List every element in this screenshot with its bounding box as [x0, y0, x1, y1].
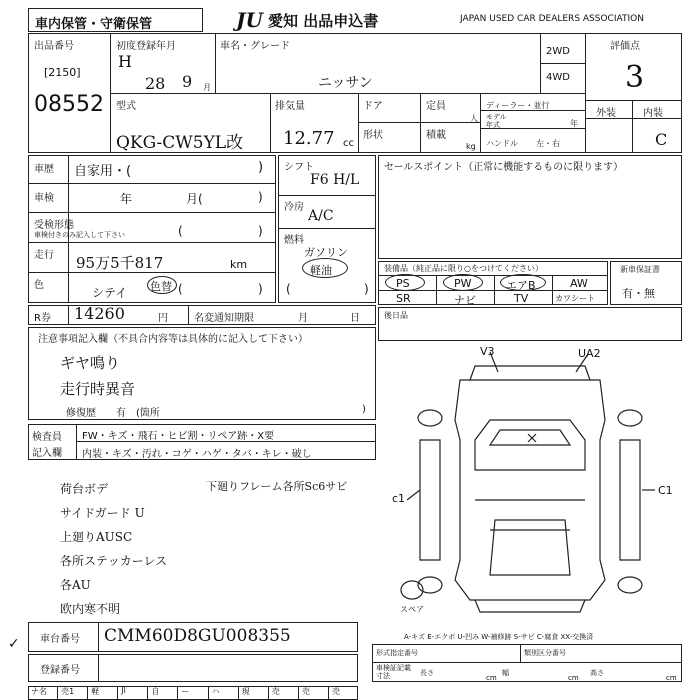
repair-label: 修復歴 — [66, 408, 96, 419]
receive-open: ( — [178, 224, 183, 238]
registration-label: 登録番号 — [40, 665, 80, 676]
displacement-unit: cc — [343, 138, 354, 149]
diagram-c1-right: C1 — [658, 484, 673, 497]
bottom-cell: Jl — [118, 686, 148, 700]
check-mark: ✓ — [8, 636, 20, 652]
model-year-unit: 年 — [570, 119, 578, 128]
car-name-value: ニッサン — [318, 75, 373, 91]
model-label: 型式 — [116, 101, 136, 112]
bottom-cells — [28, 686, 358, 700]
name-change-month: 月 — [298, 313, 308, 324]
inspector-fields-label: 記入欄 — [32, 448, 62, 459]
bottom-cell: 売 — [299, 686, 329, 700]
load-label: 積載 — [426, 130, 446, 141]
handle-options: 左・右 — [536, 139, 560, 148]
cert-length-unit: cm — [486, 674, 497, 682]
interior-score: C — [655, 130, 668, 149]
lot-number: 08552 — [34, 92, 104, 117]
remarks-line1b: 下廻りフレーム各所Sc6サビ — [206, 480, 348, 493]
diagram-v3: V3 — [480, 345, 495, 358]
equipment-label: 装備品（純正品に限り○をつけてください） — [384, 264, 543, 273]
remarks-line3: 上廻りAUSC — [60, 530, 133, 544]
bottom-cell: ハ — [209, 686, 239, 700]
fuel-close: ) — [364, 282, 369, 296]
receive-note: 車検付きのみ記入して下さい — [34, 231, 125, 239]
mileage-label: 走行 — [34, 250, 54, 261]
bottom-cell: 現 — [239, 686, 269, 700]
diagram-c1-left: c1 — [392, 492, 406, 505]
org-english: JAPAN USED CAR DEALERS ASSOCIATION — [460, 14, 644, 24]
chassis-value: CMM60D8GU008355 — [104, 626, 291, 646]
bottom-cell: ー — [178, 686, 208, 700]
score-label: 評価点 — [610, 41, 640, 52]
lot-sub: [2150] — [44, 66, 81, 79]
history-label: 車歴 — [34, 164, 54, 175]
cert-length: 長さ — [420, 669, 434, 677]
exterior-label: 外装 — [596, 108, 616, 119]
equip-airbag: エアB — [506, 279, 536, 292]
diagram-legend: A-キズ E-エクボ U-凹み W-補修跡 S-サビ C-腐食 XX-交換済 — [404, 633, 594, 641]
r-tax-label: R券 — [34, 313, 51, 324]
first-reg-era: H — [118, 52, 132, 71]
r-tax-unit: 円 — [158, 313, 168, 324]
cert-width-unit: cm — [568, 674, 579, 682]
model-value: QKG-CW5YL改 — [116, 133, 244, 153]
name-change-day: 日 — [350, 313, 360, 324]
diagram-spare: スペア — [400, 605, 424, 614]
receive-close: ) — [258, 224, 263, 238]
displacement-value: 12.77 — [283, 128, 335, 149]
first-reg-month: 9 — [182, 72, 193, 91]
shift-label: シフト — [284, 162, 314, 173]
shift-value: F6 H/L — [310, 172, 360, 188]
color-close: ) — [258, 282, 263, 296]
bottom-cell: 売1 — [58, 686, 88, 700]
diagram-ua2: UA2 — [578, 347, 601, 360]
inspection-label: 車検 — [34, 193, 54, 204]
remarks-line6: 欧内寒不明 — [60, 602, 121, 616]
history-value: 自家用・( — [74, 164, 132, 179]
color-open: ( — [178, 282, 183, 296]
cert-dims-label: 車検証記載 寸法 — [376, 664, 411, 680]
equip-pw: PW — [454, 277, 472, 290]
model-year-label: モデル 年式 — [486, 113, 507, 129]
inspection-month: 月( — [186, 192, 203, 206]
form-title: 愛知 出品申込書 — [268, 12, 379, 30]
notes-label: 注意事項記入欄（不具合内容等は具体的に記入して下さい） — [38, 334, 308, 345]
mileage-value: 95万5千817 — [76, 254, 164, 272]
bottom-cell: ナ名 — [28, 686, 58, 700]
history-close: ) — [258, 160, 264, 175]
warranty-label: 新車保証書 — [620, 265, 660, 274]
color-note: シテイ — [92, 286, 128, 300]
bottom-cell: 軽 — [88, 686, 118, 700]
capacity-unit: 人 — [470, 114, 478, 123]
fuel-open: ( — [286, 282, 291, 296]
bottom-cell: 売 — [269, 686, 299, 700]
color-label: 色 — [34, 280, 44, 291]
repair-close: ) — [362, 404, 366, 415]
shape-label: 形状 — [363, 130, 383, 141]
notes-line2: 走行時異音 — [60, 380, 136, 398]
ac-value: A/C — [308, 208, 334, 224]
first-reg-month-unit: 月 — [203, 83, 211, 92]
first-reg-label: 初度登録年月 — [116, 41, 176, 52]
warranty-value: 有・無 — [622, 287, 655, 300]
inspector-row2: 内装・キズ・汚れ・コゲ・ハゲ・タバ・キレ・破し — [82, 449, 312, 460]
equip-ps: PS — [396, 277, 410, 290]
first-reg-year: 28 — [145, 74, 166, 93]
fuel-value: ガソリン — [304, 246, 348, 259]
mileage-unit: km — [230, 258, 248, 271]
remarks-line1: 荷台ボデ — [60, 482, 109, 496]
cert-width: 幅 — [502, 669, 509, 677]
remarks-line4: 各所ステッカーレス — [60, 554, 168, 568]
repair-location: (箇所 — [136, 408, 160, 419]
interior-label: 内装 — [643, 108, 663, 119]
type-cert-label: 形式指定番号 — [376, 649, 418, 657]
displacement-label: 排気量 — [275, 101, 305, 112]
car-name-label: 車名・グレード — [220, 41, 290, 52]
inspection-close: ) — [258, 190, 263, 204]
sales-point-label: セールスポイント（正常に機能するものに限ります） — [384, 162, 624, 173]
later-items-label: 後日品 — [384, 311, 408, 320]
class-cert-label: 類別区分番号 — [524, 649, 566, 657]
handle-label: ハンドル — [486, 139, 518, 148]
equip-tv: TV — [514, 292, 529, 305]
inspector-row1: FW・キズ・飛石・ヒビ割・リペア跡・X要 — [82, 431, 275, 442]
inspection-year: 年 — [120, 192, 133, 206]
dealer-label: ディーラー・並行 — [486, 101, 550, 110]
storage-label: 車内保管・守衛保管 — [35, 17, 153, 32]
inspector-label: 検査員 — [32, 432, 62, 443]
lot-label: 出品番号 — [34, 41, 74, 52]
name-change-label: 名変通知期限 — [194, 313, 254, 324]
cert-height: 高さ — [590, 669, 604, 677]
ju-logo: JU — [236, 8, 263, 32]
receive-label: 受検形態 — [34, 220, 74, 231]
fuel-label: 燃料 — [284, 235, 304, 246]
remarks-line5: 各AU — [60, 578, 91, 592]
equip-navi: ナビ — [454, 294, 476, 307]
bottom-cell: 売 — [331, 687, 340, 696]
equip-leather: カワシート — [555, 294, 595, 303]
remarks-line2: サイドガード U — [60, 506, 145, 520]
repair-value: 有 — [116, 408, 126, 419]
drive-2wd: 2WD — [546, 46, 570, 57]
capacity-label: 定員 — [426, 101, 446, 112]
chassis-label: 車台番号 — [40, 634, 80, 645]
drive-4wd: 4WD — [546, 72, 570, 83]
score-value: 3 — [625, 60, 645, 95]
notes-line1: ギヤ鳴り — [60, 354, 121, 372]
r-tax-value: 14260 — [74, 304, 125, 323]
ac-label: 冷房 — [284, 202, 304, 213]
cert-height-unit: cm — [666, 674, 677, 682]
equip-aw: AW — [570, 277, 588, 290]
fuel-diesel: 軽油 — [310, 264, 332, 277]
bottom-cell: 自 — [148, 686, 178, 700]
load-unit: kg — [466, 142, 476, 151]
color-change: 色替 — [150, 280, 172, 293]
equip-sr: SR — [396, 292, 411, 305]
door-label: ドア — [363, 101, 383, 112]
